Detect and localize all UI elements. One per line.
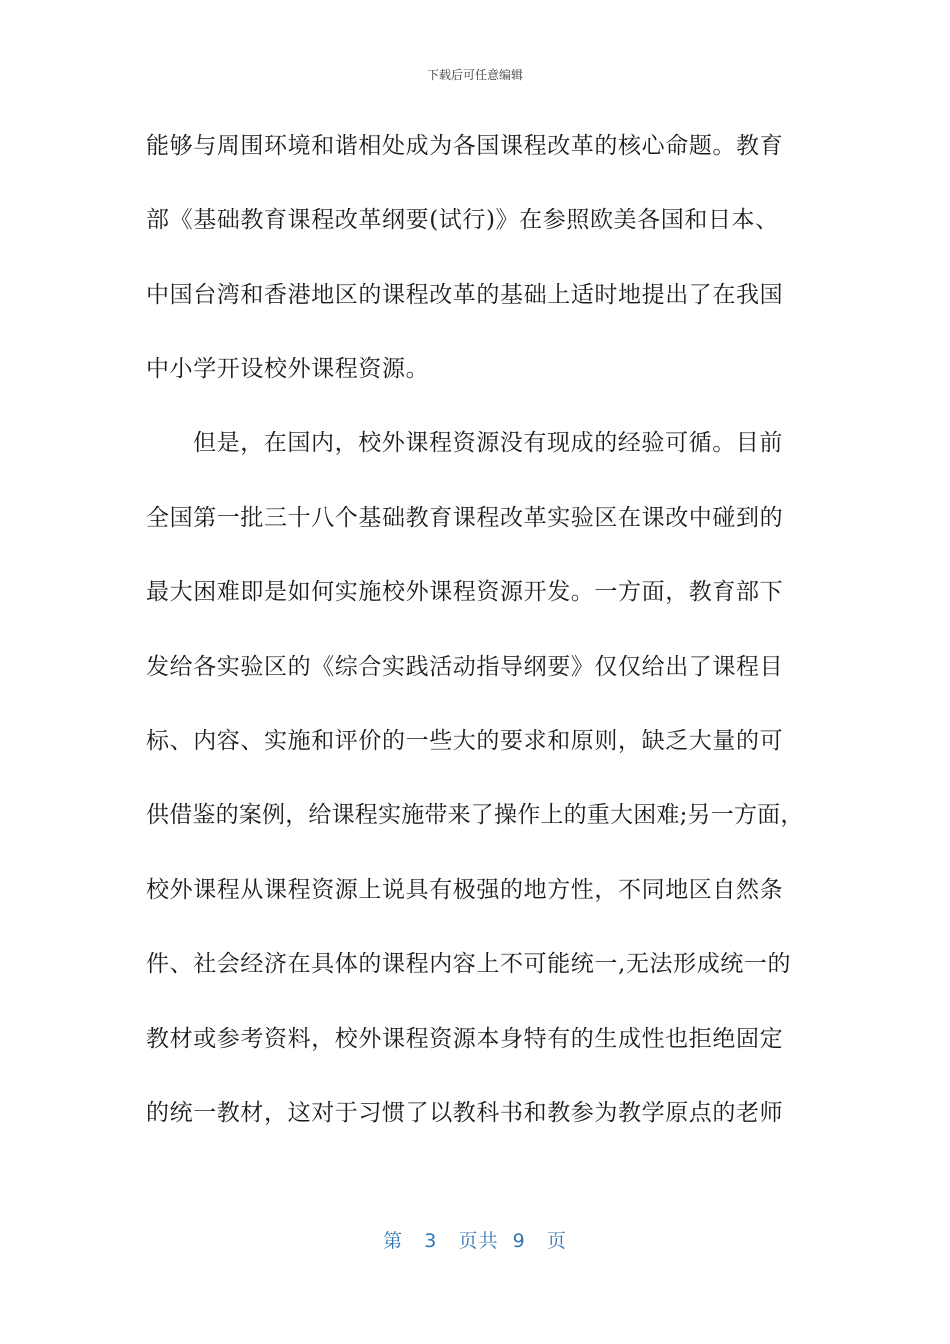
body-line-2: 部《基础教育课程改革纲要(试行)》在参照欧美各国和日本、 <box>146 207 779 233</box>
body-line-5: 但是，在国内，校外课程资源没有现成的经验可循。目前 <box>193 430 783 456</box>
body-line-10: 供借鉴的案例，给课程实施带来了操作上的重大困难;另一方面， <box>146 802 804 828</box>
body-line-13: 教材或参考资料，校外课程资源本身特有的生成性也拒绝固定 <box>146 1026 784 1052</box>
body-line-3: 中国台湾和香港地区的课程改革的基础上适时地提出了在我国 <box>146 282 784 308</box>
body-line-1: 能够与周围环境和谐相处成为各国课程改革的核心命题。教育 <box>146 133 784 159</box>
current-page-number: 3 <box>424 1230 438 1252</box>
body-line-12: 件、社会经济在具体的课程内容上不可能统一,无法形成统一的 <box>146 951 792 977</box>
page-footer <box>0 1226 950 1253</box>
total-pages-number: 9 <box>512 1230 526 1252</box>
body-line-14: 的统一教材，这对于习惯了以教科书和教参为教学原点的老师 <box>146 1100 784 1126</box>
body-line-8: 发给各实验区的《综合实践活动指导纲要》仅仅给出了课程目 <box>146 654 784 680</box>
body-line-9: 标、内容、实施和评价的一些大的要求和原则，缺乏大量的可 <box>146 728 784 754</box>
page-label-prefix: 第 <box>383 1230 404 1252</box>
body-line-4: 中小学开设校外课程资源。 <box>146 356 430 382</box>
body-line-7: 最大困难即是如何实施校外课程资源开发。一方面，教育部下 <box>146 579 784 605</box>
body-line-6: 全国第一批三十八个基础教育课程改革实验区在课改中碰到的 <box>146 505 784 531</box>
page-label-mid: 页共 <box>458 1230 499 1252</box>
page-label-suffix: 页 <box>546 1230 567 1252</box>
body-line-11: 校外课程从课程资源上说具有极强的地方性，不同地区自然条 <box>146 877 784 903</box>
page-header: 下载后可任意编辑 <box>426 68 523 82</box>
